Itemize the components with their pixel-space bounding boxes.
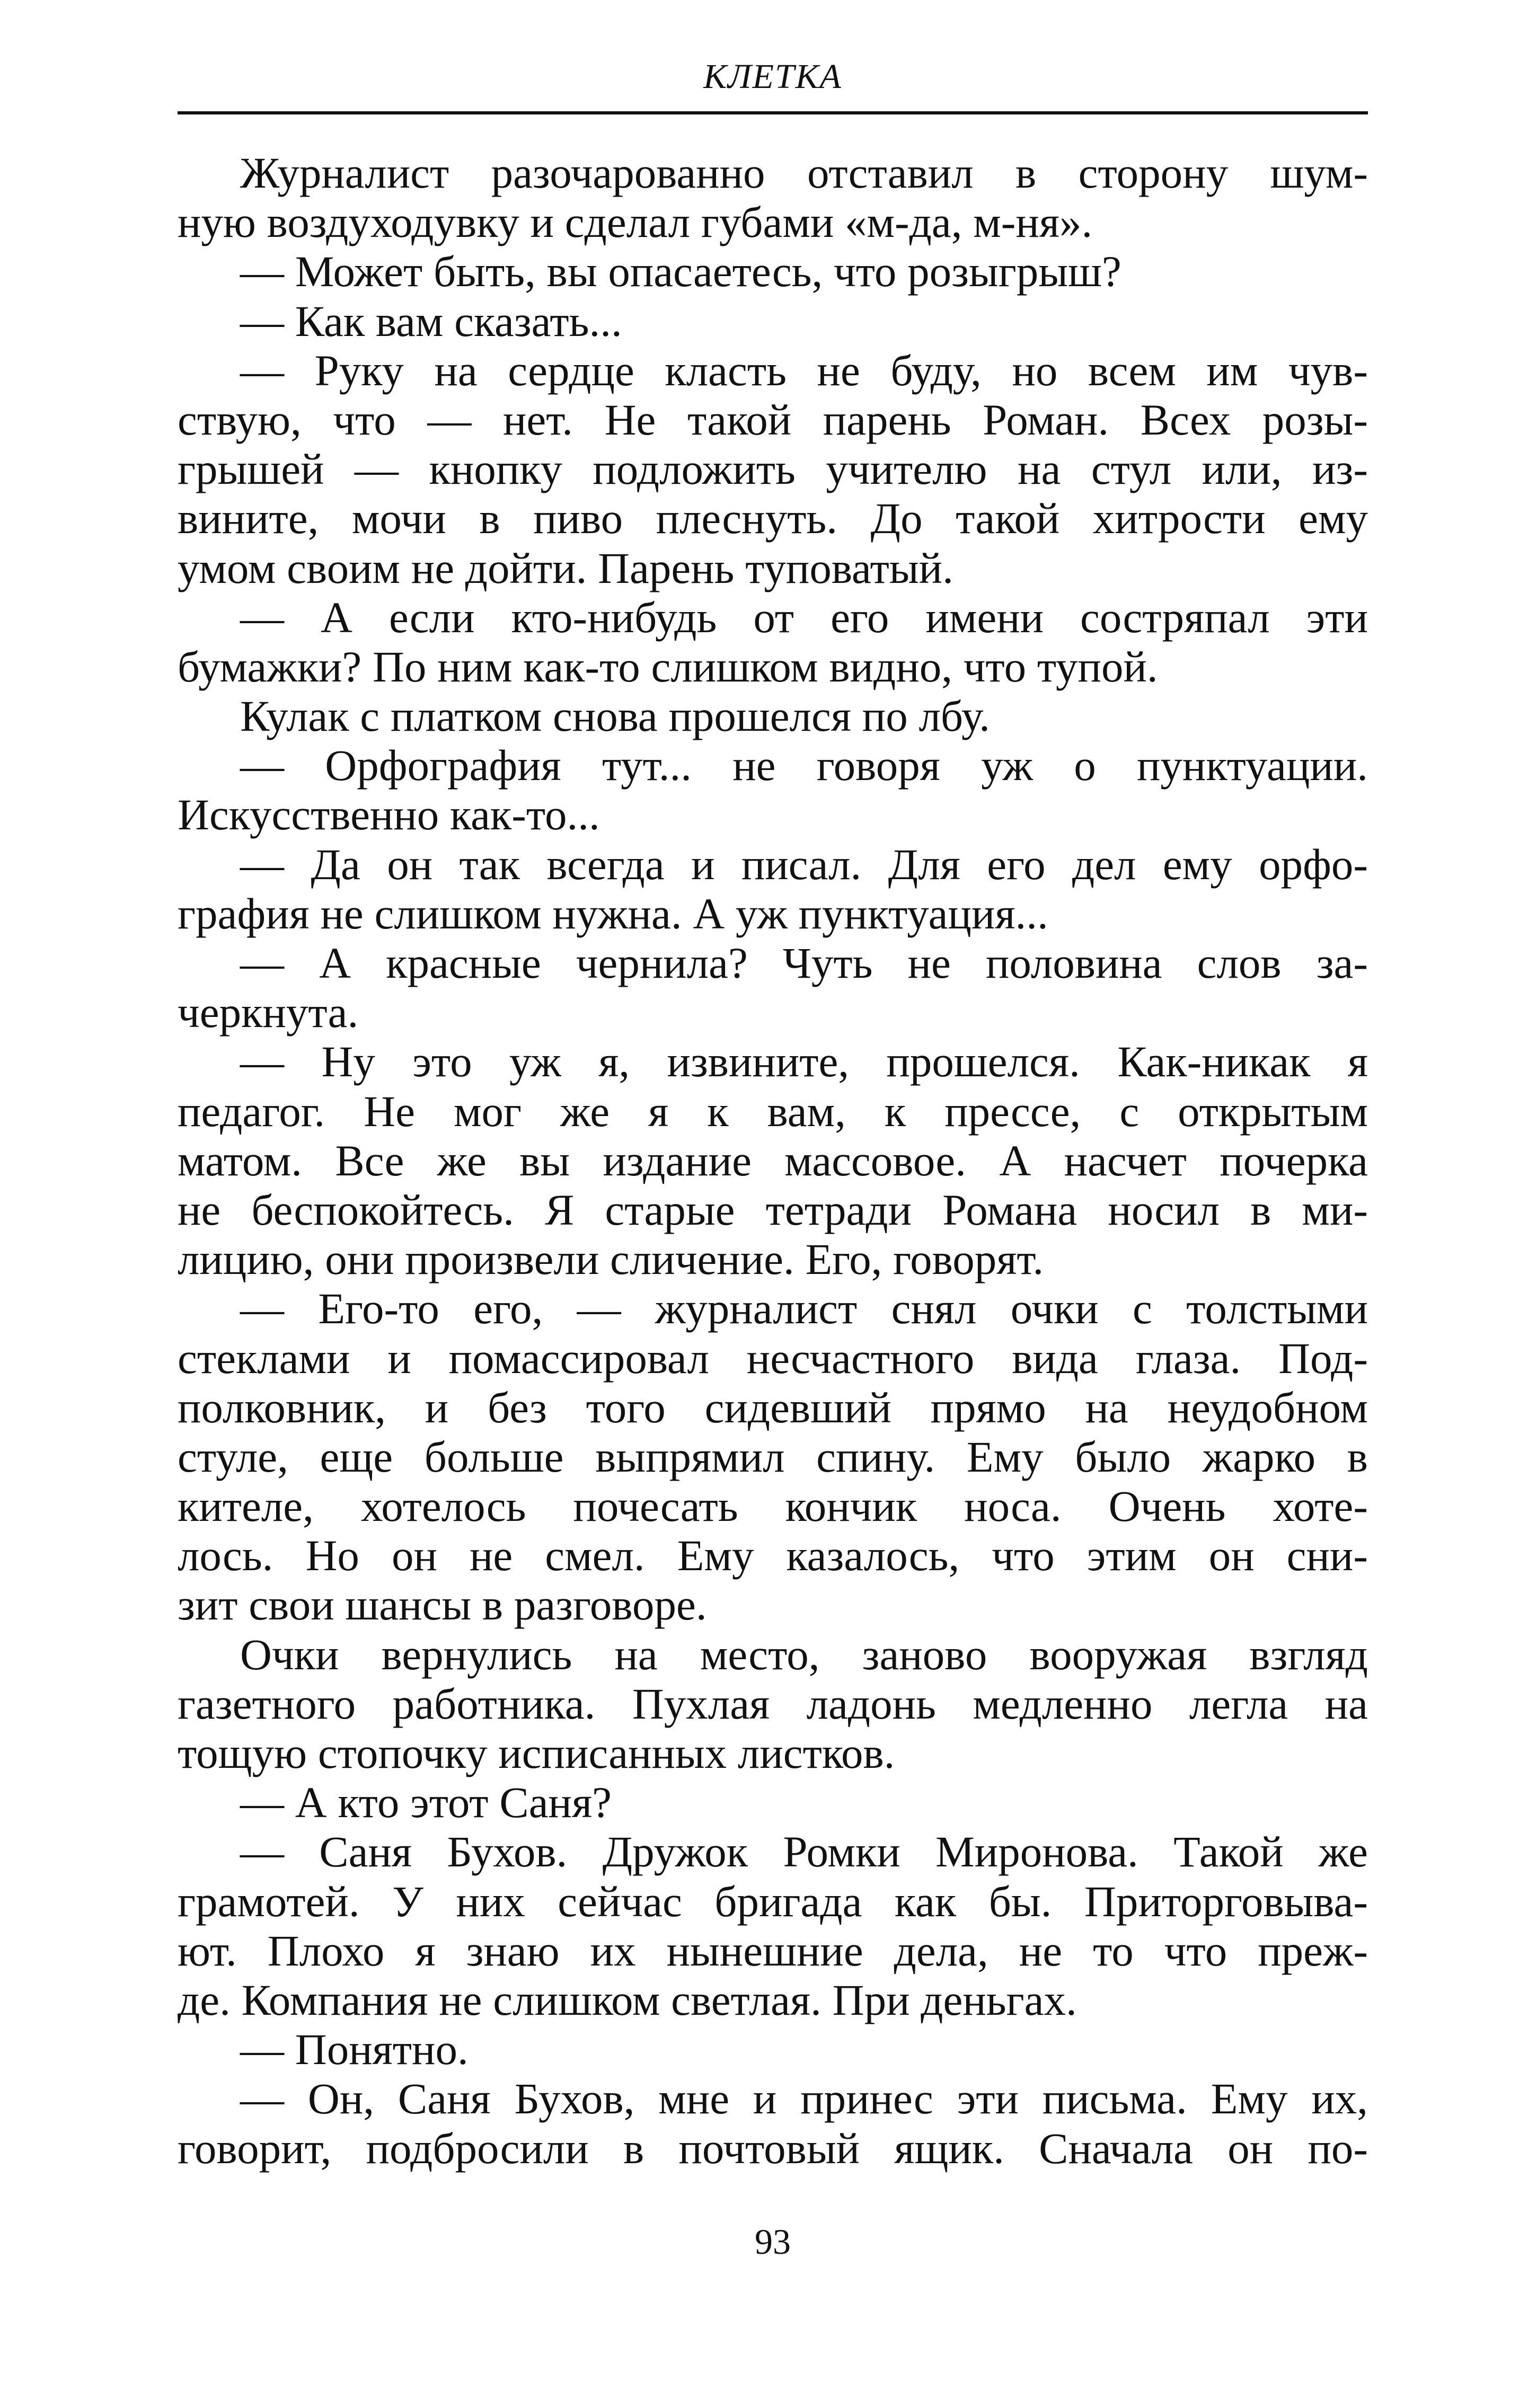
text-line: газетного работника. Пухлая ладонь медленно легла на [178,1679,1368,1728]
text-line: — А кто этот Саня? [240,1778,612,1827]
text-line: полковник, и без того сидевший прямо на неудобном [178,1383,1368,1432]
text-line: де. Компания не слишком светлая. При деньгах. [178,1975,1077,2024]
text-line: тощую стопочку исписанных листков. [178,1729,895,1777]
text-line: Журналист разочарованно отставил в сторону шум- [240,148,1368,197]
text-line: — Руку на сердце класть не буду, но всем им чув- [240,346,1368,395]
text-line: — Может быть, вы опасаетесь, что розыгрыш? [240,247,1121,296]
text-line: лицию, они произвели сличение. Его, говорят. [178,1235,1044,1284]
text-line: говорит, подбросили в почтовый ящик. Сначала он по- [178,2123,1368,2173]
running-head: КЛЕТКА [703,57,842,96]
text-line: — А красные чернила? Чуть не половина слов за- [240,939,1368,987]
text-line: — Как вам сказать... [240,296,622,346]
text-line: ную воздуходувку и сделал губами «м-да, м-ня». [178,198,1093,247]
text-line: грышей — кнопку подложить учителю на стул или, из- [178,445,1368,494]
text-line: стуле, еще больше выпрямил спину. Ему было жарко в [178,1432,1368,1481]
text-line: — Саня Бухов. Дружок Ромки Миронова. Такой же [240,1827,1368,1876]
text-line: грамотей. У них сейчас бригада как бы. Приторговыва- [178,1876,1368,1926]
text-line: — Орфография тут... не говоря уж о пунктуации. [240,741,1368,790]
text-line: ют. Плохо я знаю их нынешние дела, не то что преж- [178,1926,1368,1975]
text-line: стеклами и помассировал несчастного вида глаза. Под- [178,1333,1368,1383]
text-line: — Понятно. [240,2025,469,2074]
text-line: вините, мочи в пиво плеснуть. До такой хитрости ему [178,494,1368,543]
text-line: Очки вернулись на место, заново вооружая взгляд [240,1630,1368,1679]
text-line: бумажки? По ним как-то слишком видно, что тупой. [178,642,1158,691]
text-line: матом. Все же вы издание массовое. А насчет почерка [178,1136,1368,1185]
text-line: ствую, что — нет. Не такой парень Роман. Всех розы- [178,395,1368,444]
body-text [178,148,1368,2173]
text-line: не беспокойтесь. Я старые тетради Романа носил в ми- [178,1185,1368,1234]
book-page [178,0,1368,2408]
text-line: Кулак с платком снова прошелся по лбу. [240,692,990,741]
text-line: — Его-то его, — журналист снял очки с толстыми [240,1284,1368,1333]
page-number: 93 [755,2221,791,2262]
text-line: Искусственно как-то... [178,790,600,839]
header-rule [178,111,1368,114]
text-line: — А если кто-нибудь от его имени состряпал эти [240,592,1368,642]
text-line: — Да он так всегда и писал. Для его дел ему орфо- [240,839,1368,889]
text-line: — Ну это уж я, извините, прошелся. Как-никак я [240,1037,1368,1086]
text-line: черкнута. [178,988,359,1037]
text-line: лось. Но он не смел. Ему казалось, что этим он сни- [178,1531,1368,1580]
text-line: — Он, Саня Бухов, мне и принес эти письма. Ему их, [240,2074,1368,2123]
text-line: графия не слишком нужна. А уж пунктуация... [178,889,1048,938]
text-line: зит свои шансы в разговоре. [178,1580,707,1630]
text-line: умом своим не дойти. Парень туповатый. [178,543,953,592]
text-line: кителе, хотелось почесать кончик носа. Очень хоте- [178,1482,1368,1531]
text-line: педагог. Не мог же я к вам, к прессе, с открытым [178,1086,1368,1136]
